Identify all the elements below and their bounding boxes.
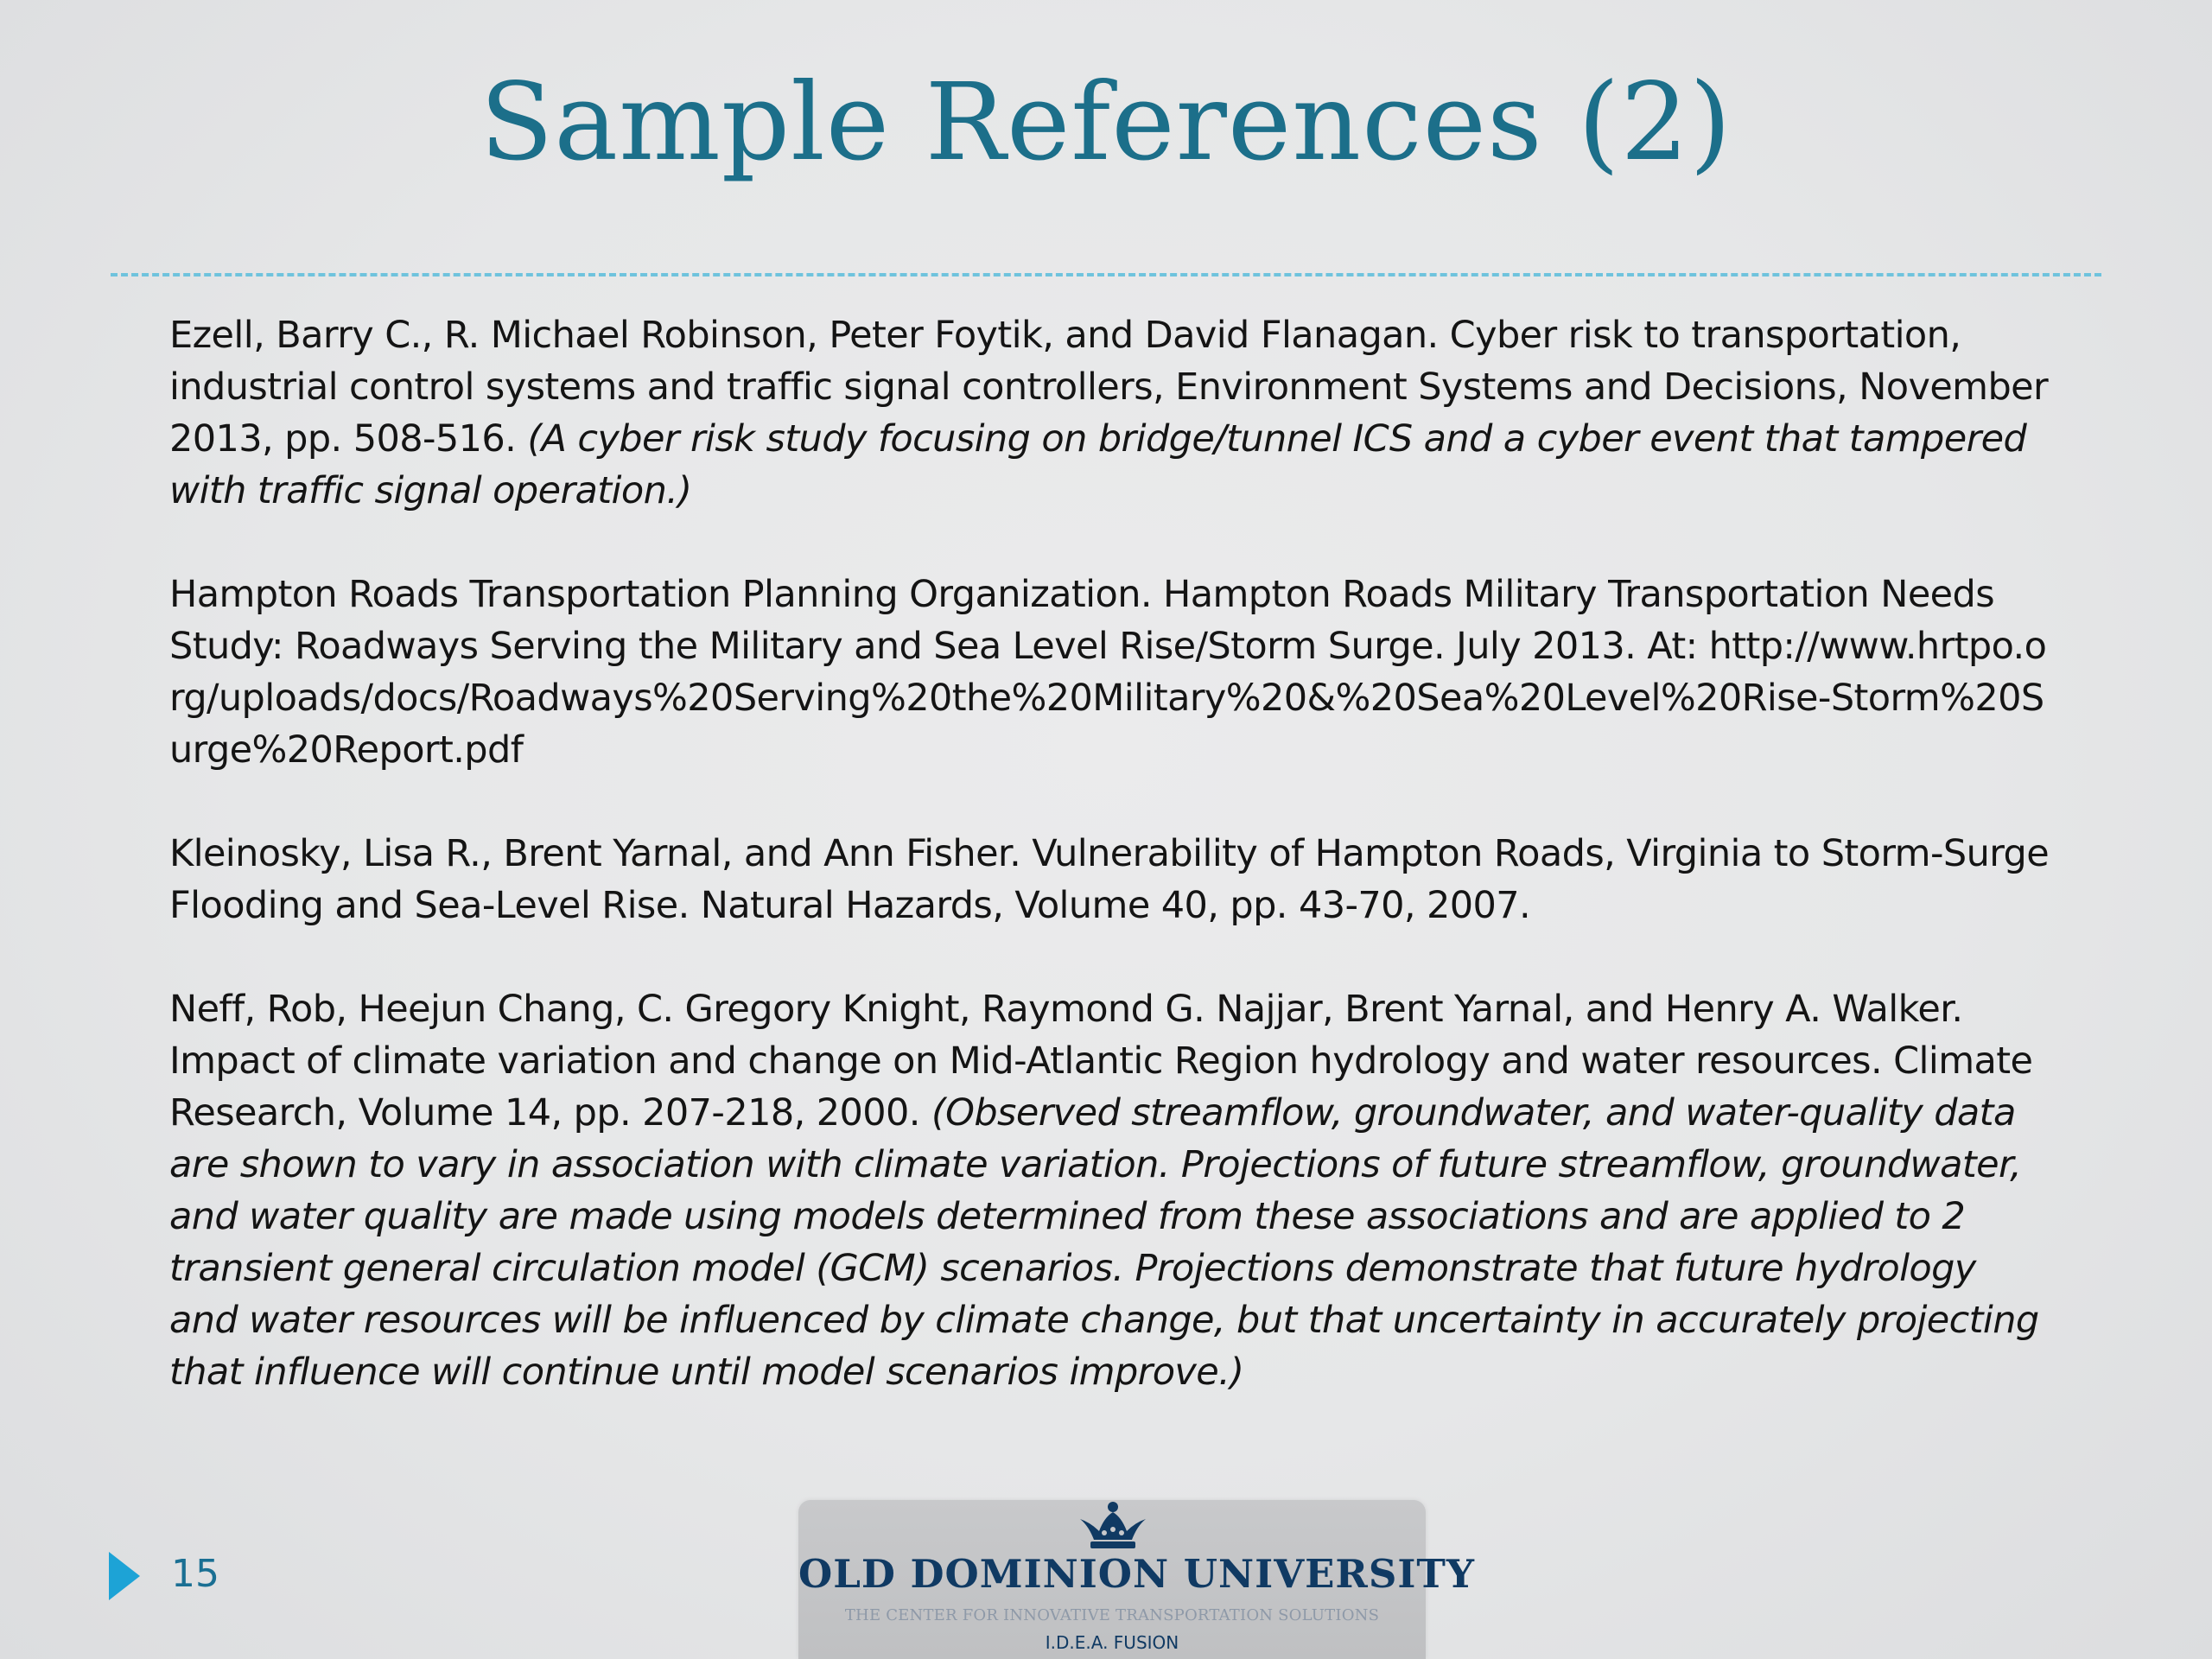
reference-url[interactable]: http://www.hrtpo.org/uploads/docs/Roadways%20Serving%20the%20Military%20&%20Sea%20Level%20Rise-Storm%20Surge%20Report.pdf xyxy=(169,625,2047,772)
reference-list xyxy=(169,309,2053,1450)
reference-text: Hampton Roads Transportation Planning Organization. Hampton Roads Military Transportation Needs Study: Roadways Serving the Military and Sea Level Rise/Storm Surge. July 2013. At: xyxy=(169,573,1995,668)
reference-annotation: (A cyber risk study focusing on bridge/tunnel ICS and a cyber event that tampered with traffic signal operation.) xyxy=(169,417,2027,512)
play-triangle-icon xyxy=(109,1552,140,1600)
reference-item xyxy=(169,828,2053,931)
reference-item xyxy=(169,569,2053,776)
title-divider xyxy=(111,273,2101,276)
logo-subtitle: THE CENTER FOR INNOVATIVE TRANSPORTATION SOLUTIONS xyxy=(844,1606,1380,1624)
crown-icon xyxy=(1071,1500,1154,1552)
reference-text: Kleinosky, Lisa R., Brent Yarnal, and Ann Fisher. Vulnerability of Hampton Roads, Virginia to Storm-Surge Flooding and Sea-Level Rise. Natural Hazards, Volume 40, pp. 43-70, 2007. xyxy=(169,832,2050,927)
university-logo xyxy=(798,1500,1475,1659)
reference-item xyxy=(169,983,2053,1398)
reference-item xyxy=(169,309,2053,517)
reference-text: Neff, Rob, Heejun Chang, C. Gregory Knight, Raymond G. Najjar, Brent Yarnal, and Henry A. Walker. Impact of climate variation and change on Mid-Atlantic Region hydrology and water resources. Climate Research, Volume 14, pp. 207-218, 2000. xyxy=(169,988,2033,1135)
logo-name: OLD DOMINION UNIVERSITY xyxy=(798,1551,1475,1597)
reference-text: Ezell, Barry C., R. Michael Robinson, Peter Foytik, and David Flanagan. Cyber risk to transportation, industrial control systems and traffic signal controllers, Environment Systems and Decisions, November 2013, pp. 508-516. xyxy=(169,314,2049,461)
page-number: 15 xyxy=(171,1552,219,1596)
slide-title: Sample References (2) xyxy=(480,60,1732,185)
logo-tagline: I.D.E.A. FUSION xyxy=(1045,1632,1179,1653)
reference-annotation: (Observed streamflow, groundwater, and water-quality data are shown to vary in association with climate variation. Projections of future streamflow, groundwater, and water quality are made using models determined from these associations and are applied to 2 transient general circulation model (GCM) scenarios. Projections demonstrate that future hydrology and water resources will be influenced by climate change, but that uncertainty in accurately projecting that influence will continue until model scenarios improve.) xyxy=(169,1091,2039,1394)
